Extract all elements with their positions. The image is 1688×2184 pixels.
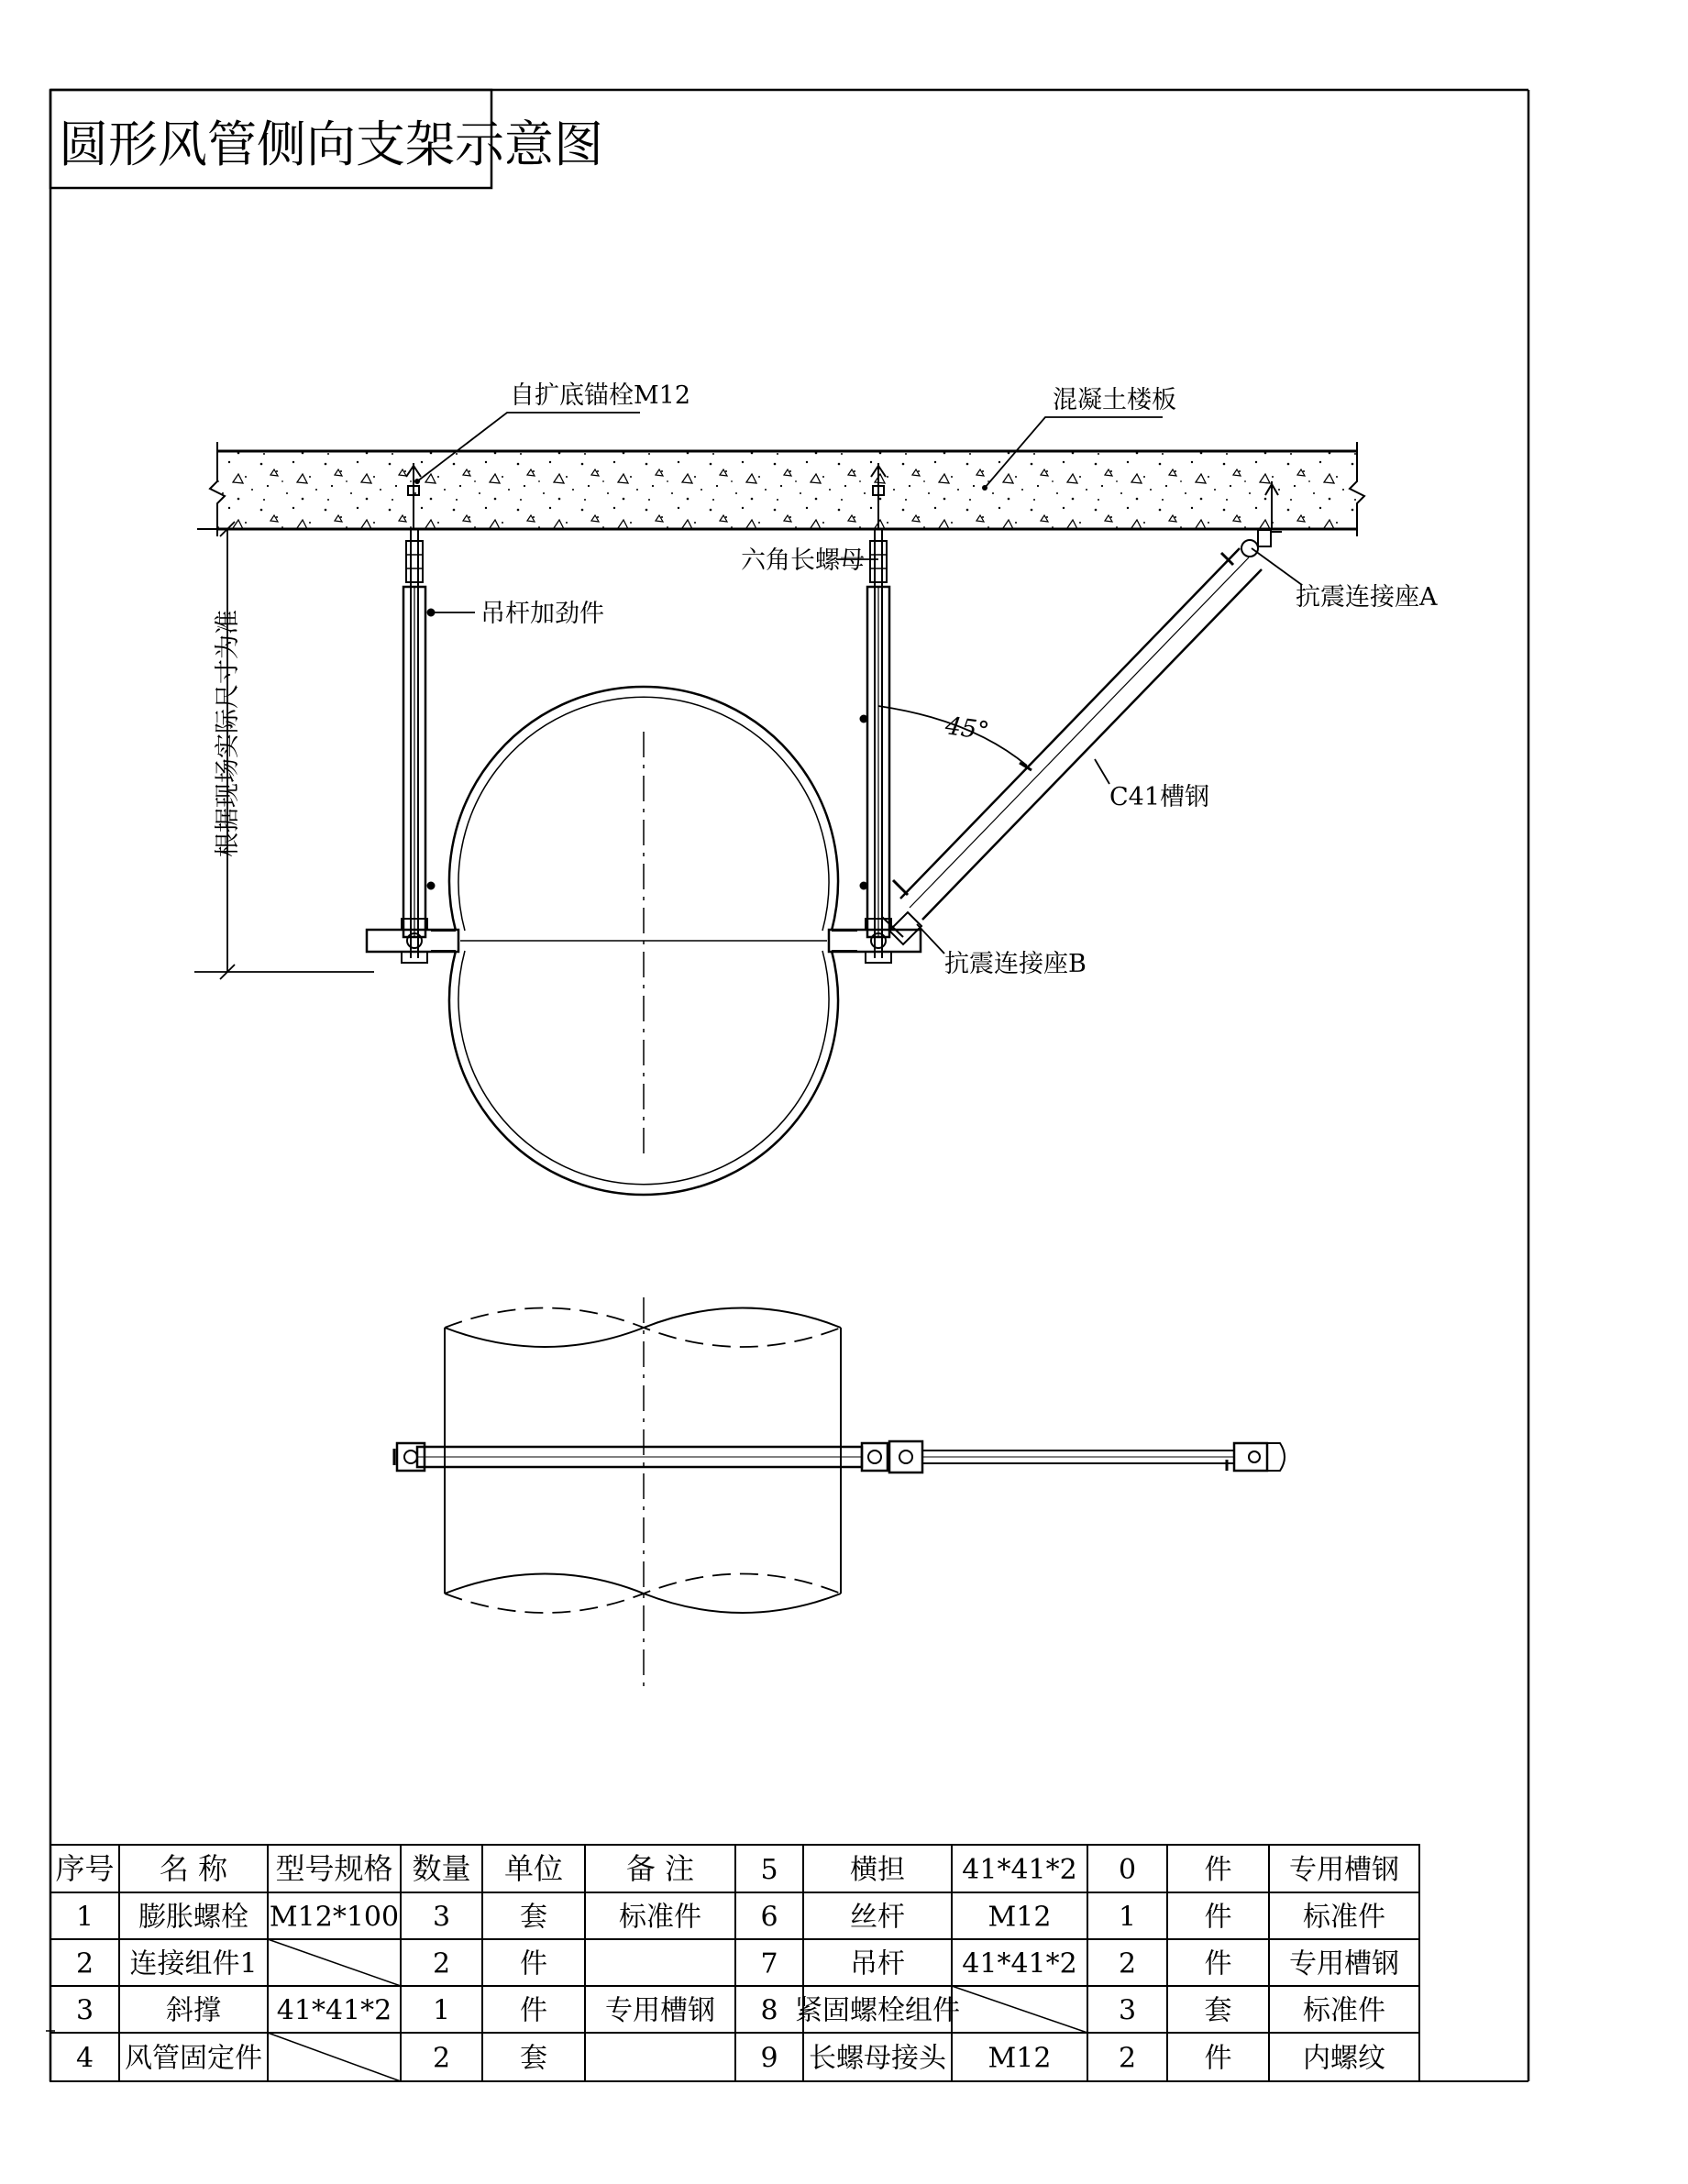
table-header-cell: 序号 — [55, 1851, 115, 1886]
table-cell: 内螺纹 — [1303, 2042, 1385, 2075]
table-cell: 膨胀螺栓 — [138, 1901, 248, 1934]
table-cell: 7 — [760, 1947, 778, 1980]
table-cell: 3 — [1118, 1994, 1137, 2027]
table-header-cell: 名 称 — [159, 1851, 228, 1886]
table-cell: 0 — [1118, 1854, 1137, 1886]
height-note-label: 根据现场实际尺寸为准 — [214, 610, 242, 857]
table-cell: 5 — [760, 1854, 778, 1886]
table-cell: M12 — [987, 2042, 1052, 2075]
table-cell: 斜撑 — [166, 1994, 221, 2027]
anchor-bolt-label: 自扩底锚栓M12 — [510, 381, 691, 410]
table-cell: 件 — [520, 1947, 547, 1980]
table-cell: M12 — [987, 1901, 1052, 1934]
drawing-frame — [46, 90, 1528, 2081]
parts-table-text — [55, 1851, 1399, 2075]
table-cell: 标准件 — [619, 1901, 701, 1934]
seat-a-label: 抗震连接座A — [1296, 583, 1438, 612]
table-cell: 2 — [432, 2042, 451, 2075]
table-header-cell: 单位 — [503, 1851, 564, 1886]
page-title: 圆形风管侧向支架示意图 — [59, 116, 603, 173]
diagonal-brace — [882, 530, 1282, 944]
round-duct-section — [367, 687, 921, 1195]
table-cell: 件 — [1204, 1854, 1232, 1886]
table-cell: 件 — [1204, 2042, 1232, 2075]
table-cell: 丝杆 — [850, 1901, 905, 1934]
table-header-cell: 备 注 — [625, 1851, 695, 1886]
hanger-rod-mid — [860, 529, 889, 958]
table-cell: 1 — [432, 1994, 451, 2027]
table-cell: 4 — [75, 2042, 94, 2075]
table-cell: 1 — [75, 1901, 94, 1934]
table-cell: 风管固定件 — [125, 2042, 262, 2075]
table-cell: 2 — [75, 1947, 94, 1980]
table-cell: 件 — [520, 1994, 547, 2027]
angle-label: 45° — [943, 711, 991, 746]
plan-view — [394, 1297, 1285, 1692]
table-cell: 41*41*2 — [962, 1854, 1077, 1886]
table-cell: 长螺母接头 — [809, 2042, 946, 2075]
table-cell: 9 — [760, 2042, 778, 2075]
table-cell: 套 — [520, 2042, 547, 2075]
table-cell: 41*41*2 — [276, 1994, 392, 2027]
hanger-rod-left — [403, 529, 435, 958]
table-cell: 2 — [1118, 2042, 1137, 2075]
table-cell: 1 — [1118, 1901, 1137, 1934]
table-cell: 标准件 — [1303, 1994, 1385, 2027]
table-cell: 2 — [1118, 1947, 1137, 1980]
table-cell: 件 — [1204, 1901, 1232, 1934]
table-cell: 6 — [760, 1901, 778, 1934]
table-cell: 专用槽钢 — [1289, 1947, 1399, 1980]
table-cell: 标准件 — [1303, 1901, 1385, 1934]
table-cell: 3 — [75, 1994, 94, 2027]
table-cell: 吊杆 — [850, 1947, 905, 1980]
hex-nut-label: 六角长螺母 — [741, 546, 865, 575]
table-cell: M12*100 — [269, 1901, 400, 1934]
table-cell: 专用槽钢 — [605, 1994, 715, 2027]
channel-label: C41槽钢 — [1109, 783, 1210, 811]
table-cell: 件 — [1204, 1947, 1232, 1980]
table-cell: 紧固螺栓组件 — [795, 1994, 960, 2027]
table-cell: 套 — [520, 1901, 547, 1934]
rod-stiffener-label: 吊杆加劲件 — [480, 600, 604, 628]
table-cell: 专用槽钢 — [1289, 1854, 1399, 1886]
concrete-slab — [197, 442, 1364, 536]
slab-label: 混凝土楼板 — [1053, 386, 1176, 414]
table-cell: 连接组件1 — [129, 1947, 258, 1980]
table-cell: 41*41*2 — [962, 1947, 1077, 1980]
seat-b-label: 抗震连接座B — [944, 950, 1087, 978]
table-header-cell: 数量 — [412, 1851, 471, 1886]
table-cell: 8 — [760, 1994, 778, 2027]
table-cell: 套 — [1204, 1994, 1232, 2027]
table-cell: 3 — [432, 1901, 451, 1934]
table-cell: 2 — [432, 1947, 451, 1980]
table-header-cell: 型号规格 — [275, 1851, 393, 1886]
table-cell: 横担 — [850, 1854, 905, 1886]
